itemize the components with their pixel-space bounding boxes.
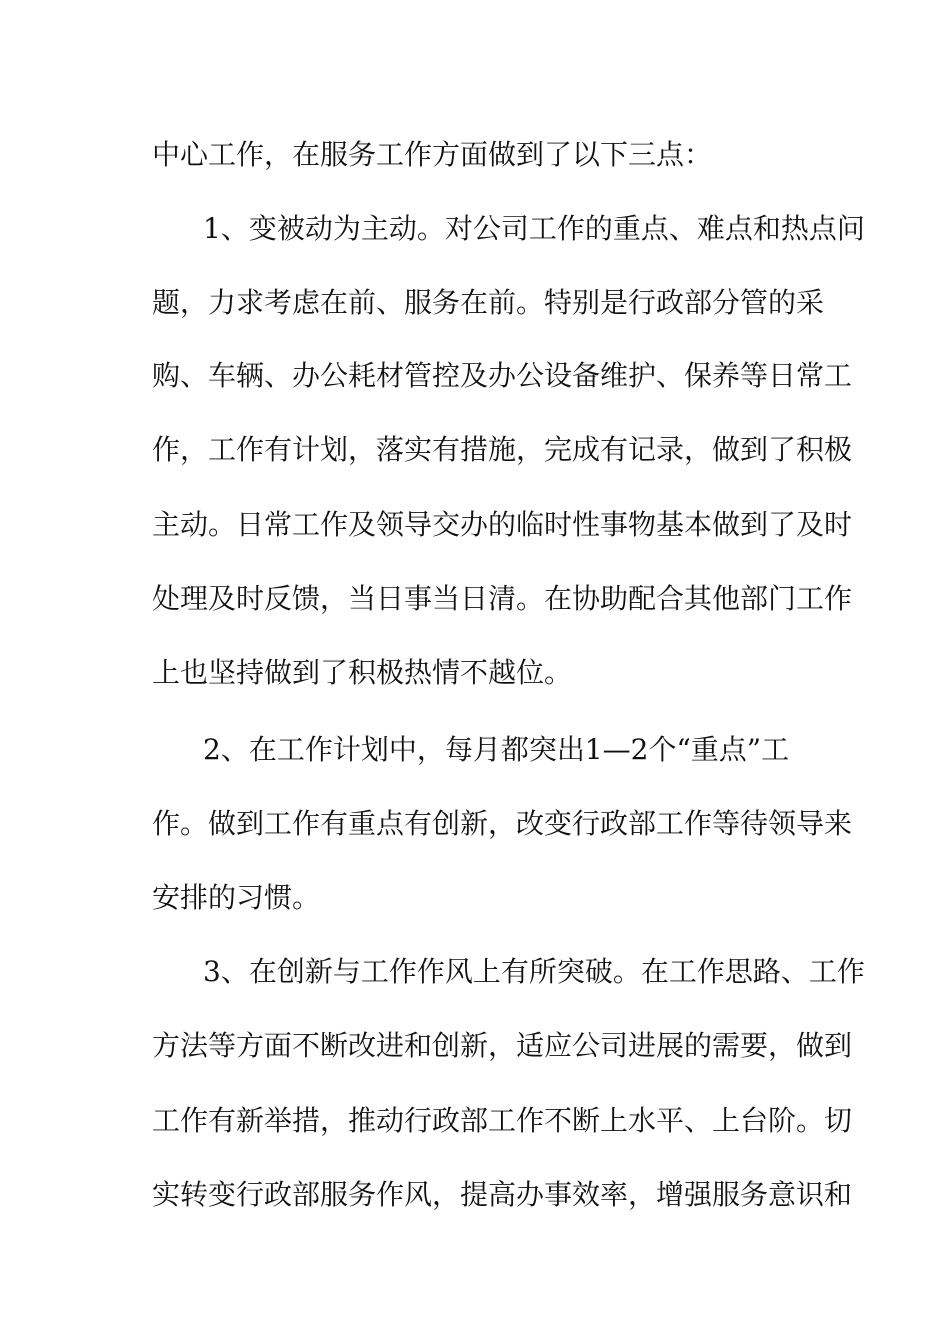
text-line-2: 1、变被动为主动。对公司工作的重点、难点和热点问 <box>203 212 865 245</box>
text-line-7: 处理及时反馈，当日事当日清。在协助配合其他部门工作 <box>152 582 853 615</box>
text-line-13: 方法等方面不断改进和创新，适应公司进展的需要，做到 <box>152 1029 853 1062</box>
text-line-12: 3、在创新与工作作风上有所突破。在工作思路、工作 <box>203 955 865 988</box>
text-line-1: 中心工作，在服务工作方面做到了以下三点： <box>152 138 713 171</box>
text-line-11: 安排的习惯。 <box>152 881 321 914</box>
text-line-15: 实转变行政部服务作风，提高办事效率，增强服务意识和 <box>152 1178 853 1211</box>
text-line-6: 主动。日常工作及领导交办的临时性事物基本做到了及时 <box>152 508 853 541</box>
text-line-10: 作。做到工作有重点有创新，改变行政部工作等待领导来 <box>152 807 853 840</box>
text-line-5: 作，工作有计划，落实有措施，完成有记录，做到了积极 <box>152 433 853 466</box>
text-line-3: 题，力求考虑在前、服务在前。特别是行政部分管的采 <box>152 286 825 319</box>
text-line-8: 上也坚持做到了积极热情不越位。 <box>152 656 573 689</box>
text-line-14: 工作有新举措，推动行政部工作不断上水平、上台阶。切 <box>152 1104 853 1137</box>
text-line-4: 购、车辆、办公耗材管控及办公设备维护、保养等日常工 <box>152 359 853 392</box>
text-line-9: 2、在工作计划中，每月都突出1—2个“重点”工 <box>203 733 790 766</box>
